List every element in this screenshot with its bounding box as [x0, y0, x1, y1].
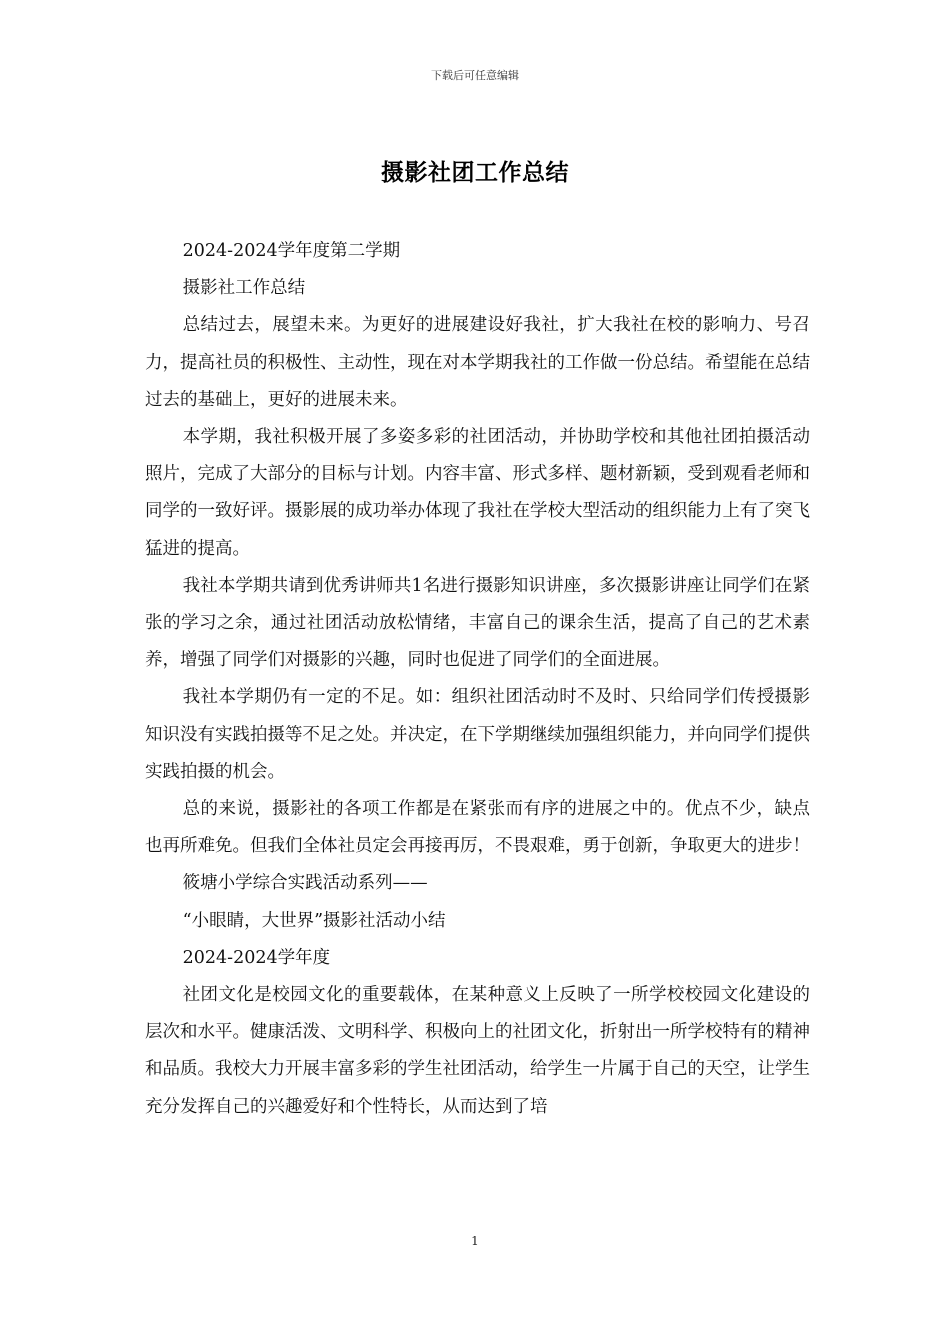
document-title: 摄影社团工作总结	[381, 160, 569, 186]
paragraph-term-heading: 2024-2024学年度第二学期	[182, 241, 401, 261]
page-header: 下载后可任意编辑	[431, 69, 519, 82]
paragraph-intro: 总结过去，展望未来。为更好的进展建设好我社，扩大我社在校的影响力、号召力，提高社员的积极性、主动性，现在对本学期我社的工作做一份总结。希望能在总结过去的基础上，更好的进展未来。	[145, 315, 810, 410]
paragraph-series-title: 筱塘小学综合实践活动系列——	[182, 873, 428, 894]
document-body	[145, 233, 810, 1126]
paragraph-shortcomings: 我社本学期仍有一定的不足。如：组织社团活动时不及时、只给同学们传授摄影知识没有实践拍摄等不足之处。并决定，在下学期继续加强组织能力，并向同学们提供实践拍摄的机会。	[145, 687, 810, 782]
paragraph-activities: 本学期，我社积极开展了多姿多彩的社团活动，并协助学校和其他社团拍摄活动照片，完成了大部分的目标与计划。内容丰富、形式多样、题材新颖，受到观看老师和同学的一致好评。摄影展的成功举办体现了我社在学校大型活动的组织能力上有了突飞猛进的提高。	[145, 427, 810, 559]
paragraph-club-culture: 社团文化是校园文化的重要载体，在某种意义上反映了一所学校校园文化建设的层次和水平。健康活泼、文明科学、积极向上的社团文化，折射出一所学校特有的精神和品质。我校大力开展丰富多彩的学生社团活动，给学生一片属于自己的天空，让学生充分发挥自己的兴趣爱好和个性特长，从而达到了培	[145, 985, 810, 1117]
page-number: 1	[471, 1234, 479, 1248]
paragraph-year: 2024-2024学年度	[182, 947, 331, 968]
paragraph-conclusion: 总的来说，摄影社的各项工作都是在紧张而有序的进展之中的。优点不少，缺点也再所难免。但我们全体社员定会再接再厉，不畏艰难，勇于创新，争取更大的进步！	[145, 799, 810, 857]
paragraph-summary-title: “小眼睛，大世界”摄影社活动小结	[182, 910, 446, 931]
paragraph-lectures: 我社本学期共请到优秀讲师共1名进行摄影知识讲座，多次摄影讲座让同学们在紧张的学习之余，通过社团活动放松情绪，丰富自己的课余生活，提高了自己的艺术素养，增强了同学们对摄影的兴趣，同时也促进了同学们的全面进展。	[145, 575, 810, 671]
paragraph-subtitle: 摄影社工作总结	[182, 278, 306, 299]
